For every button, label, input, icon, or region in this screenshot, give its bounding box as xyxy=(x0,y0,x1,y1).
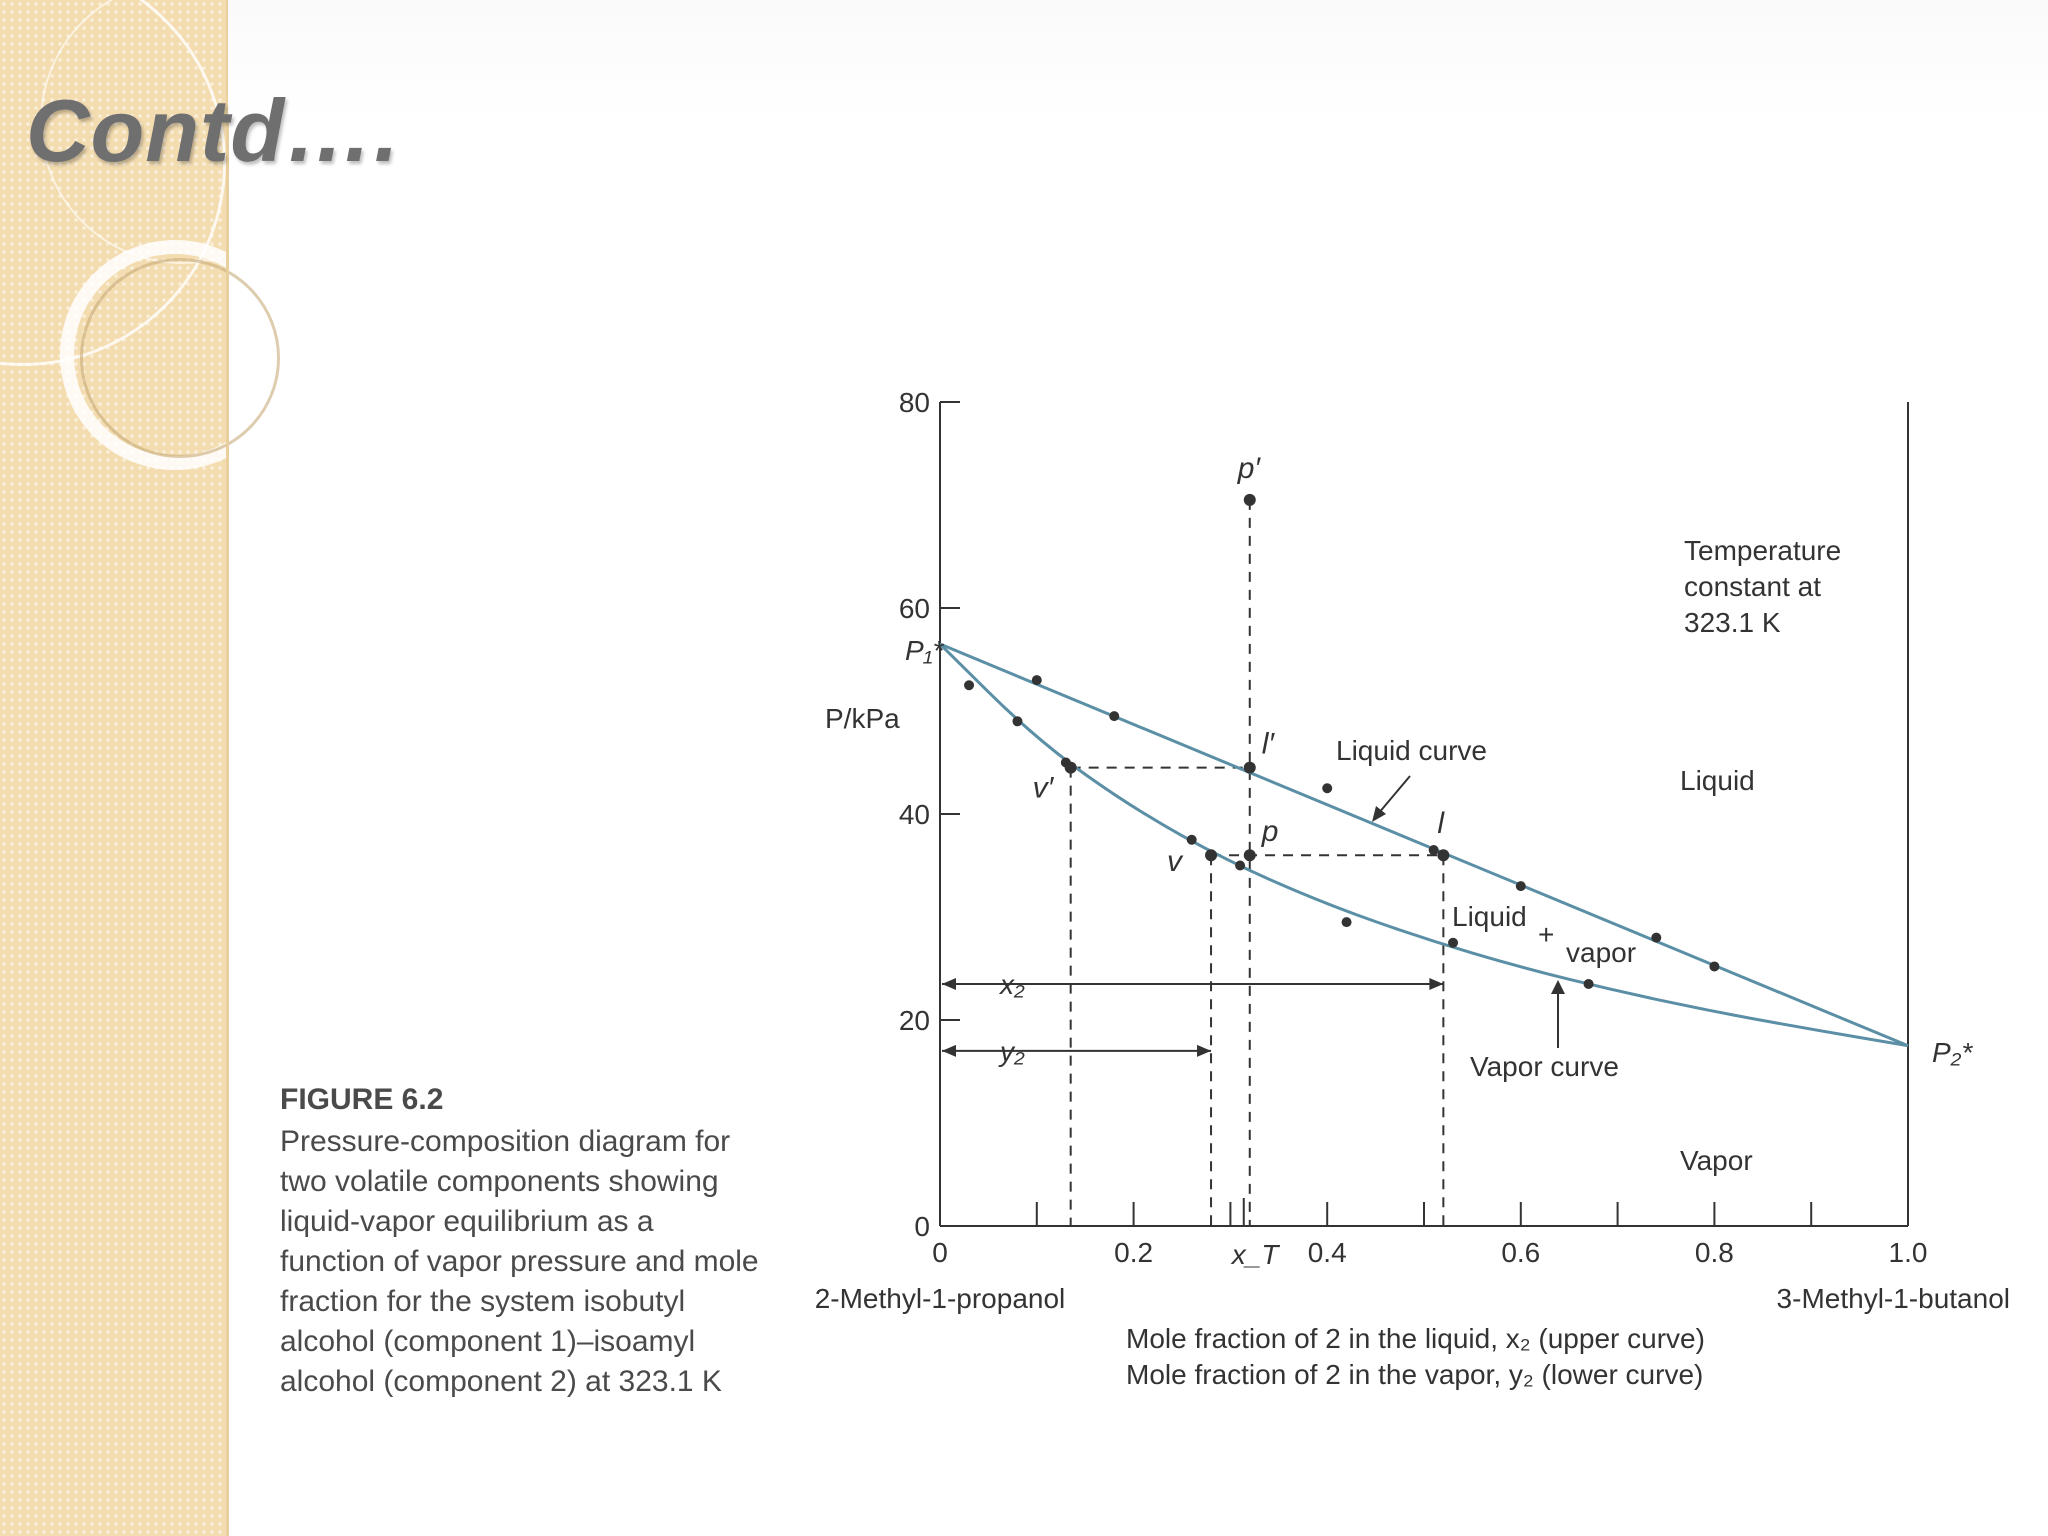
temperature-note-line1: Temperature xyxy=(1684,535,1842,566)
liquid-data-point xyxy=(1516,881,1526,891)
p2-star-label: P₂* xyxy=(1932,1037,1973,1068)
y-axis-label: P/kPa xyxy=(825,703,900,734)
vapor-data-point xyxy=(1342,917,1352,927)
x-tick-label: 0 xyxy=(932,1237,948,1268)
state-point xyxy=(1244,762,1256,774)
liquid-data-point xyxy=(1109,711,1119,721)
chart-series xyxy=(940,644,1908,1046)
liquid-data-point xyxy=(1032,675,1042,685)
slide-title: Contd…. xyxy=(26,81,400,180)
liquid-curve-pointer xyxy=(1378,776,1410,814)
temperature-note-line3: 323.1 K xyxy=(1684,607,1781,638)
v-label: v xyxy=(1167,845,1183,879)
v-prime-label: v′ xyxy=(1032,771,1054,805)
x-axis-label-line1: Mole fraction of 2 in the liquid, x₂ (upper curve) xyxy=(1126,1323,1705,1354)
y-tick-label: 40 xyxy=(898,799,930,830)
vapor-data-point xyxy=(1012,716,1022,726)
chart-axes xyxy=(899,387,1928,1268)
state-point xyxy=(1205,849,1217,861)
two-phase-label-vapor: vapor xyxy=(1566,937,1637,968)
p-label: p xyxy=(1261,815,1279,849)
vapor-data-point xyxy=(964,680,974,690)
liquid-curve-label: Liquid curve xyxy=(1336,735,1487,766)
y2-label: y₂ xyxy=(1000,1035,1025,1067)
vapor-curve-label: Vapor curve xyxy=(1470,1051,1619,1082)
vapor-data-point xyxy=(1584,979,1594,989)
liquid-data-point xyxy=(1709,961,1719,971)
temperature-note-line2: constant at xyxy=(1684,571,1821,602)
y-tick-label: 0 xyxy=(914,1211,930,1242)
vapor-data-point xyxy=(1187,835,1197,845)
y-tick-label: 80 xyxy=(898,387,930,418)
liquid-data-point xyxy=(1429,845,1439,855)
x-axis-right-component: 3-Methyl-1-butanol xyxy=(1776,1283,2010,1314)
state-point xyxy=(1437,849,1449,861)
x-axis-left-component: 2-Methyl-1-propanol xyxy=(814,1283,1066,1314)
l-label: l xyxy=(1437,807,1445,841)
x-axis-label-line2: Mole fraction of 2 in the vapor, y₂ (lower curve) xyxy=(1126,1359,1704,1390)
xT-label: x_T xyxy=(1231,1239,1279,1270)
x2-arrow-head-left xyxy=(942,978,956,990)
x-tick-label: 0.6 xyxy=(1501,1237,1541,1268)
vapor-data-point xyxy=(1235,861,1245,871)
liquid-region-label: Liquid xyxy=(1680,765,1755,796)
y2-arrow-head-right xyxy=(1197,1045,1211,1057)
two-phase-label-liquid: Liquid xyxy=(1452,901,1527,932)
vapor-region-label: Vapor xyxy=(1680,1145,1753,1176)
vapor-data-point xyxy=(1448,938,1458,948)
liquid-data-point xyxy=(1322,783,1332,793)
two-phase-label-plus: + xyxy=(1538,919,1555,950)
p1-star-label: P₁* xyxy=(905,635,944,666)
figure-label: FIGURE 6.2 xyxy=(280,1083,444,1116)
y-tick-label: 20 xyxy=(898,1005,930,1036)
state-point xyxy=(1065,762,1077,774)
x-tick-label: 0.2 xyxy=(1114,1237,1154,1268)
liquid-curve-line xyxy=(940,644,1908,1046)
y-tick-label: 60 xyxy=(898,593,930,624)
vapor-curve-pointer-head xyxy=(1551,980,1565,994)
state-point xyxy=(1244,494,1256,506)
x2-arrow-head-right xyxy=(1429,978,1443,990)
y2-arrow-head-left xyxy=(942,1045,956,1057)
x2-label: x₂ xyxy=(1000,968,1025,1000)
l-prime-label: l′ xyxy=(1261,727,1275,761)
chart-labels xyxy=(815,452,2010,1390)
tie-lines xyxy=(942,500,1565,1226)
liquid-data-point xyxy=(1651,933,1661,943)
x-tick-label: 0.4 xyxy=(1307,1237,1347,1268)
p-prime-label: p′ xyxy=(1237,451,1261,485)
figure-caption-text: Pressure-composition diagram for two volatile components showing liquid-vapor equilibrium as a function of vapor pressure and mole fraction for the system isobutyl alcohol (component 1)–isoamyl alcohol (component 2) at 323.1 K xyxy=(280,1125,759,1398)
x-tick-label: 1.0 xyxy=(1888,1237,1928,1268)
state-point xyxy=(1244,849,1256,861)
x-tick-label: 0.8 xyxy=(1694,1237,1734,1268)
